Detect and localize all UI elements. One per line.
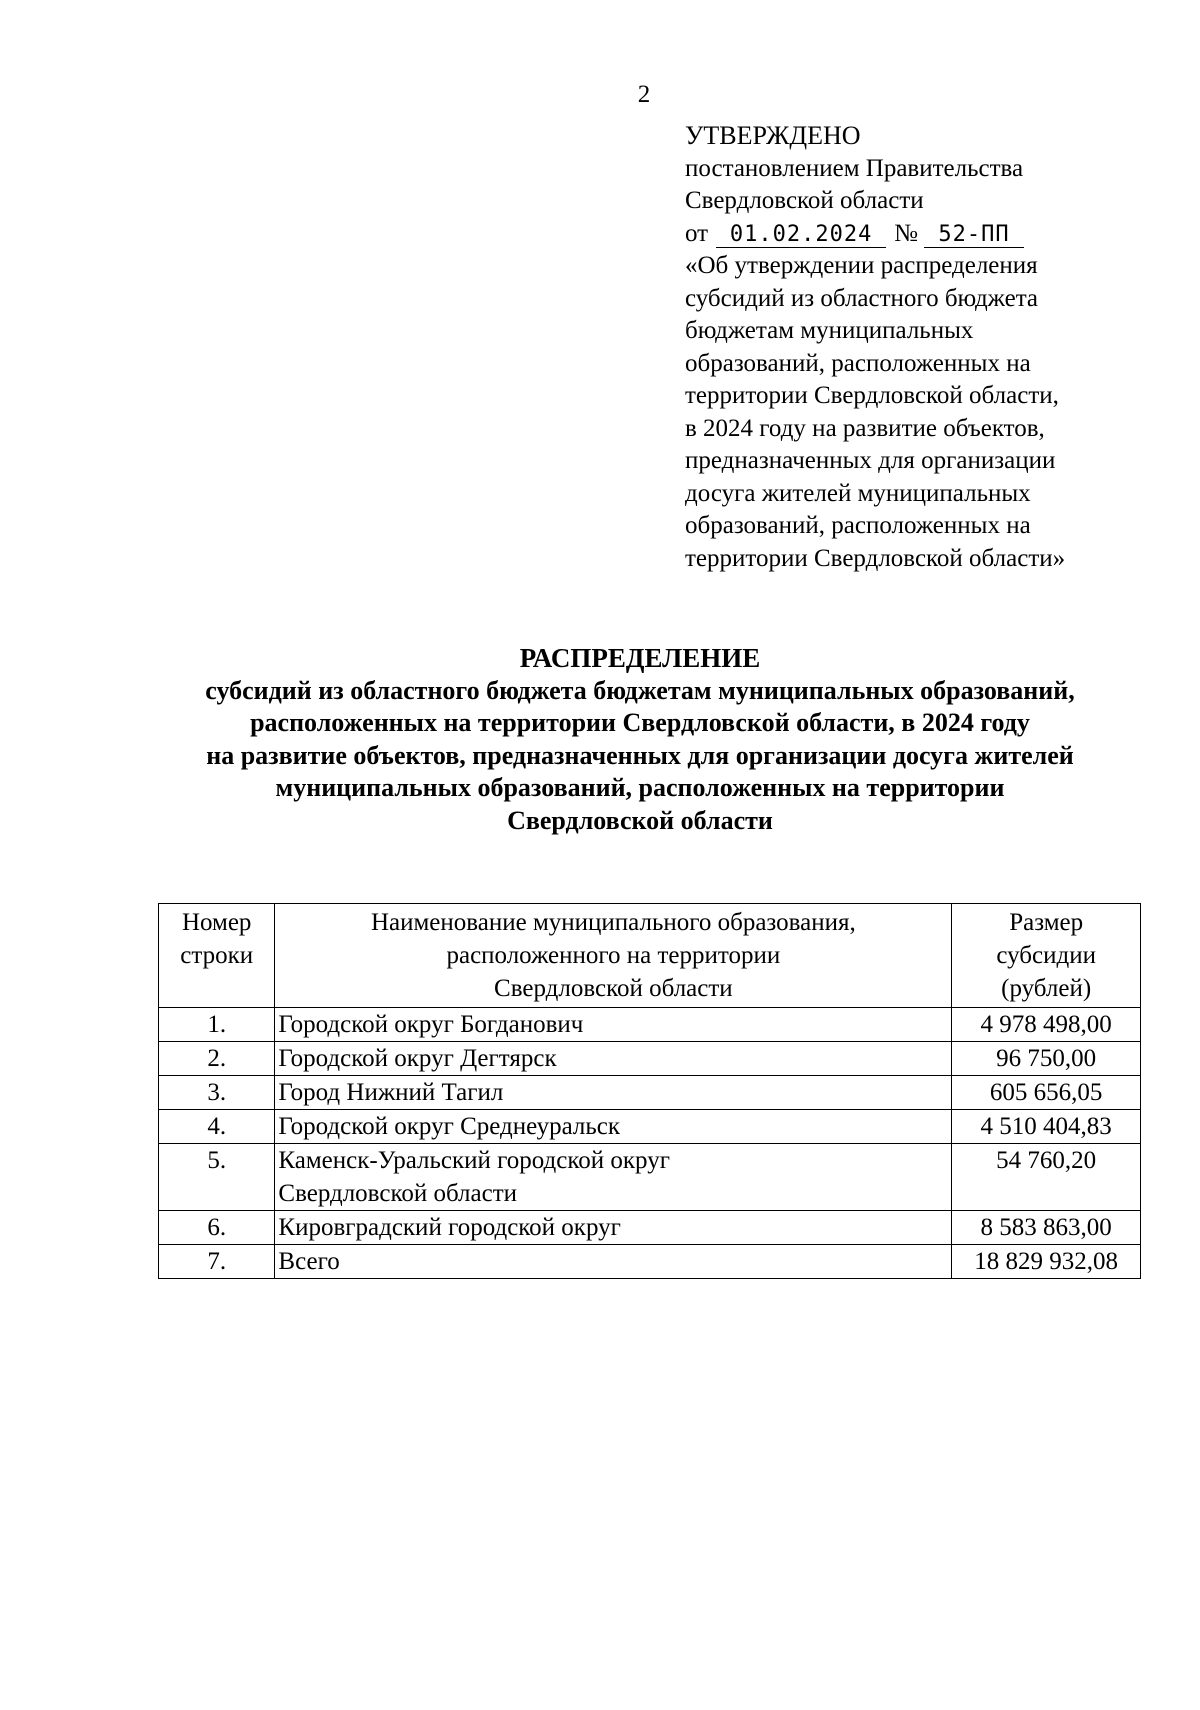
resolution-line: в 2024 году на развитие объектов, [685, 414, 1045, 442]
title-line: субсидий из областного бюджета бюджетам муниципальных образований, [205, 675, 1075, 705]
row-name [275, 1144, 952, 1211]
header-amount-line: Размер [1009, 909, 1084, 936]
table-total-row [159, 1245, 1141, 1279]
table-row [159, 1110, 1141, 1144]
row-amount: 96 750,00 [952, 1042, 1141, 1076]
header-number [159, 904, 275, 1008]
row-number: 5. [159, 1144, 275, 1211]
title-line: расположенных на территории Свердловской области, в 2024 году [250, 708, 1030, 737]
title-line: на развитие объектов, предназначенных для организации досуга жителей [206, 740, 1074, 770]
approval-line-2: Свердловской области [685, 187, 924, 214]
from-label: от [685, 219, 709, 247]
row-amount: 54 760,20 [952, 1144, 1141, 1211]
table-row [159, 1008, 1141, 1042]
resolution-line: территории Свердловской области» [685, 544, 1066, 572]
header-name [275, 904, 952, 1008]
row-name: Всего [275, 1245, 952, 1279]
row-name: Городской округ Богданович [275, 1008, 952, 1042]
row-name: Город Нижний Тагил [275, 1076, 952, 1110]
number-label: № [894, 219, 918, 247]
row-name-line: Свердловской области [278, 1180, 518, 1207]
row-number: 6. [159, 1211, 275, 1245]
table-row [159, 1042, 1141, 1076]
title-heading: РАСПРЕДЕЛЕНИЕ [519, 643, 761, 673]
header-name-line: расположенного на территории [446, 942, 781, 969]
resolution-line: образований, расположенных на [685, 349, 1031, 377]
row-amount: 605 656,05 [952, 1076, 1141, 1110]
resolution-line: образований, расположенных на [685, 512, 1031, 539]
header-amount [952, 904, 1141, 1008]
row-amount: 18 829 932,08 [952, 1245, 1141, 1279]
resolution-line: субсидий из областного бюджета [685, 284, 1039, 312]
table-header-row [159, 904, 1141, 1008]
row-number: 2. [159, 1042, 275, 1076]
resolution-line: досуга жителей муниципальных [685, 479, 1031, 507]
table-row [159, 1211, 1141, 1245]
row-number: 4. [159, 1110, 275, 1144]
table-row [159, 1076, 1141, 1110]
header-name-line: Свердловской области [494, 975, 733, 1002]
resolution-line: «Об утверждении распределения [685, 252, 1038, 279]
title-line: Свердловской области [507, 805, 773, 835]
document-title [140, 642, 1140, 837]
approval-block [685, 120, 1155, 575]
row-name: Городской округ Дегтярск [275, 1042, 952, 1076]
resolution-line: бюджетам муниципальных [685, 317, 974, 344]
header-number-line: Номер [181, 909, 252, 936]
row-amount: 4 510 404,83 [952, 1110, 1141, 1144]
approval-date: 01.02.2024 [716, 223, 886, 248]
distribution-table [158, 903, 1141, 1279]
row-name-line: Каменск-Уральский городской округ [278, 1147, 670, 1174]
row-amount: 8 583 863,00 [952, 1211, 1141, 1245]
resolution-line: предназначенных для организации [685, 447, 1056, 474]
approval-date-number-line [685, 218, 1155, 251]
page-number [0, 80, 1200, 110]
row-name: Городской округ Среднеуральск [275, 1110, 952, 1144]
row-number: 7. [159, 1245, 275, 1279]
approval-line-1: постановлением Правительства [685, 154, 1024, 182]
page-number-text: 2 [637, 81, 651, 108]
header-amount-line: субсидии [996, 942, 1096, 969]
table-row [159, 1144, 1141, 1211]
title-line: муниципальных образований, расположенных на территории [275, 773, 1005, 802]
row-number: 1. [159, 1008, 275, 1042]
header-name-line: Наименование муниципального образования, [370, 909, 856, 936]
row-amount: 4 978 498,00 [952, 1008, 1141, 1042]
header-amount-line: (рублей) [1001, 975, 1092, 1002]
approval-stamp: УТВЕРЖДЕНО [685, 121, 861, 150]
approval-number: 52-ПП [924, 223, 1024, 248]
resolution-line: территории Свердловской области, [685, 382, 1059, 409]
row-number: 3. [159, 1076, 275, 1110]
row-name: Кировградский городской округ [275, 1211, 952, 1245]
header-number-line: строки [180, 942, 254, 969]
